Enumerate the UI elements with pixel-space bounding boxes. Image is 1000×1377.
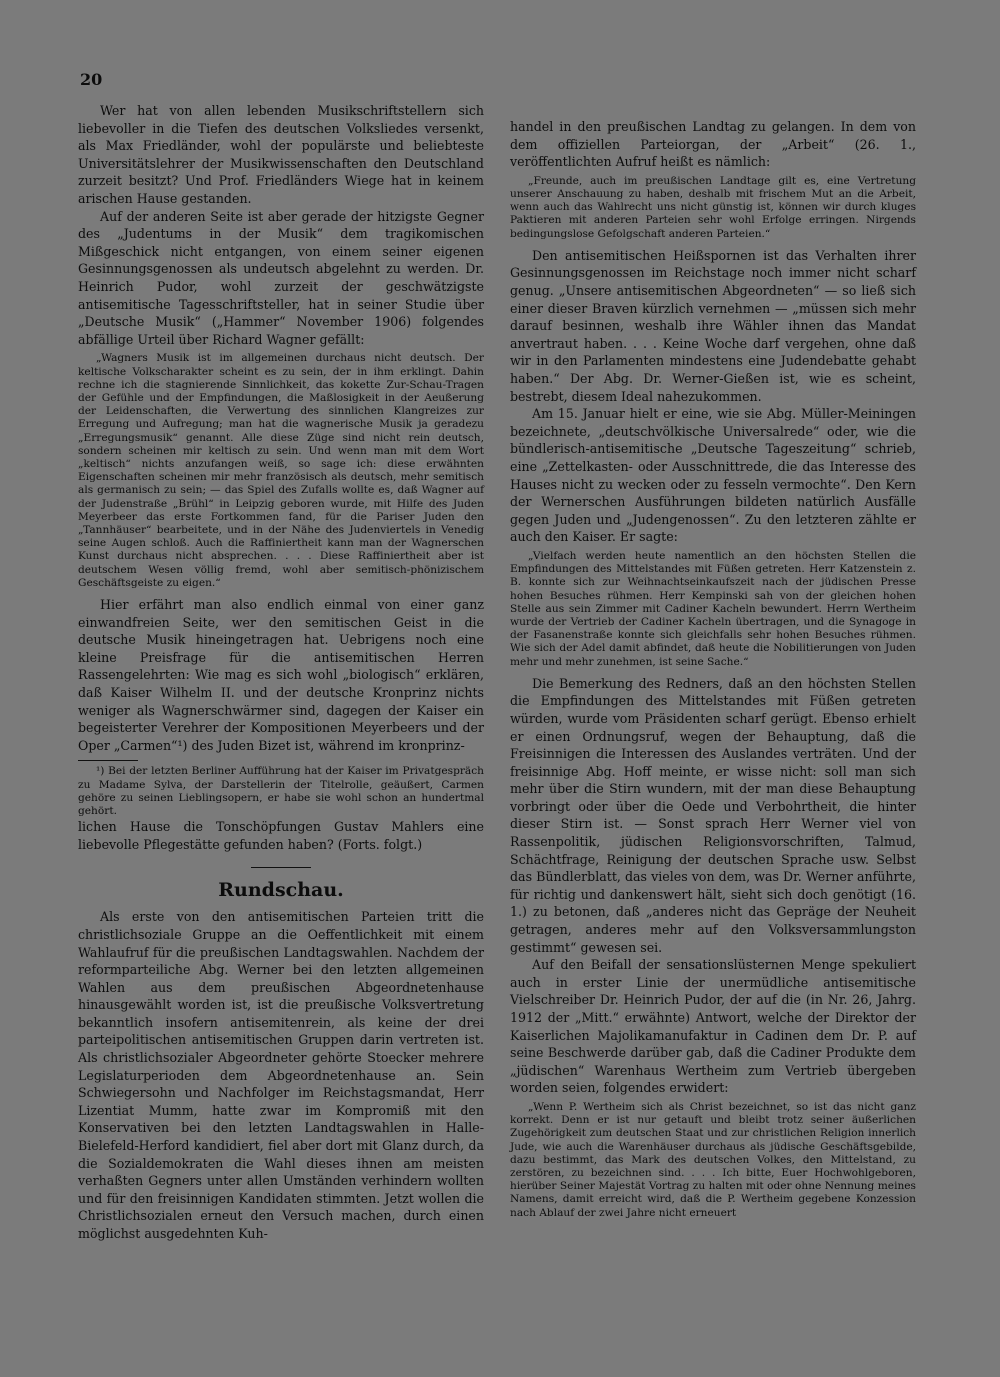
paragraph: Wer hat von allen lebenden Musikschriftstellern sich liebevoller in die Tiefen des deutschen Volksliedes versenkt, als Max Friedländer, wohl der populärste und beliebteste Universitätslehrer der Musikwissenschaften den Deutschland zurzeit besitzt? Und Prof. Friedländers Wiege hat in keinem arischen Hause gestanden. [78, 103, 484, 206]
paragraph: Als erste von den antisemitischen Parteien tritt die christlichsoziale Gruppe an die Oeffentlichkeit mit einem Wahlaufruf für die preußischen Landtagswahlen. Nachdem der reformparteiliche Abg. Werner bei den letzten allgemeinen Wahlen aus dem preußischen Abgeordnetenhause hinausgewählt worden ist, ist die preußische Volksvertretung bekanntlich insofern antisemitenrein, als keine der drei parteipolitischen antisemitischen Gruppen darin vertreten ist. Als christlichsozialer Abgeordneter gehörte Stoecker mehrere Legislaturperioden dem Abgeordnetenhause an. Sein Schwiegersohn und Nachfolger im Reichstagsmandat, Herr Lizentiat Mumm, hatte zwar im Kompromiß mit den Konservativen bei den letzten Landtagswahlen in Halle-Bielefeld-Herford kandidiert, fiel aber dort mit Glanz durch, da die Sozialdemokraten die Wahl dieses ihnen am meisten verhaßten Gegners unter allen Umständen verhindern wollten und für den freisinnigen Kandidaten stimmten. Jetzt wollen die Christlichsozialen erneut den Versuch machen, durch einen möglichst ausgedehnten Kuh- [78, 909, 484, 1241]
paragraph: handel in den preußischen Landtag zu gelangen. In dem von dem offiziellen Parteiorgan, der „Arbeit“ (26. 1., veröffentlichten Aufruf heißt es nämlich: [510, 119, 916, 170]
block-quote: „Wenn P. Wertheim sich als Christ bezeichnet, so ist das nicht ganz korrekt. Denn er ist nur getauft und bleibt trotz seiner äußerlichen Zugehörigkeit zum deutschen Staat und zur christlichen Religion innerlich Jude, wie auch die Warenhäuser durchaus als jüdische Geschäftsgebilde, dazu bestimmt, das Mark des deutschen Volkes, den Mittelstand, zu zerstören, zu bezeichnen sind. . . . Ich bitte, Euer Hochwohlgeboren, hierüber Seiner Majestät Vortrag zu halten mit oder ohne Nennung meines Namens, damit erreicht wird, daß die P. Wertheim gegebene Konzession nach Ablauf der zwei Jahre nicht erneuert [510, 1100, 916, 1219]
footnote-rule [78, 760, 138, 761]
page-number: 20 [80, 70, 103, 89]
paragraph: lichen Hause die Tonschöpfungen Gustav Mahlers eine liebevolle Pflegestätte gefunden haben? (Forts. folgt.) [78, 819, 484, 852]
footnote: ¹) Bei der letzten Berliner Aufführung hat der Kaiser im Privatgespräch zu Madame Sylva, der Darstellerin der Titelrolle, geäußert, Carmen gehöre zu seinen Lieblingsopern, er habe sie wohl schon an hundertmal gehört. [78, 765, 484, 817]
block-quote: „Freunde, auch im preußischen Landtage gilt es, eine Vertretung unserer Anschauung zu haben, deshalb mit frischem Mut an die Arbeit, wenn auch das Wahlrecht uns nicht günstig ist, können wir durch kluges Paktieren mit anderen Parteien sehr wohl Erfolge erringen. Nirgends bedingungslose Gefolgschaft anderen Parteien.“ [510, 174, 916, 240]
paragraph: Den antisemitischen Heißspornen ist das Verhalten ihrer Gesinnungsgenossen im Reichstage noch immer nicht scharf genug. „Unsere antisemitischen Abgeordneten“ — so ließ sich einer dieser Braven kürzlich vernehmen — „müssen sich mehr darauf besinnen, weshalb ihre Wähler ihnen das Mandat anvertraut haben. . . . Keine Woche darf vergehen, ohne daß wir in den Parlamenten mindestens eine Judendebatte gehabt haben.“ Der Abg. Dr. Werner-Gießen ist, wie es scheint, bestrebt, diesem Ideal nahezukommen. [510, 247, 916, 404]
left-column [78, 102, 484, 1243]
section-title: Rundschau. [218, 879, 344, 902]
block-quote: „Wagners Musik ist im allgemeinen durchaus nicht deutsch. Der keltische Volkscharakter scheint es zu sein, der in ihm erklingt. Dahin rechne ich die stagnierende Sinnlichkeit, das kokette Zur-Schau-Tragen der Gefühle und der Empfindungen, die Maßlosigkeit in der Aeußerung der Leidenschaften, die Verwertung des sinnlichen Klangreizes zur Erregung und Aufregung; man hat die wagnerische Musik ja geradezu „Erregungsmusik“ genannt. Alle diese Züge sind nicht rein deutsch, sondern scheinen mir keltisch zu sein. Und wenn man mit dem Wort „keltisch“ nichts anzufangen weiß, so sage ich: diese erwähnten Eigenschaften scheinen mir mehr französisch als deutsch, mehr semitisch als germanisch zu sein; — das Spiel des Zufalls wollte es, daß Wagner auf der Judenstraße „Brühl“ in Leipzig geboren wurde, mit Hilfe des Juden Meyerbeer das erste Fortkommen fand, für die Pariser Juden den „Tannhäuser“ bearbeitete, und in der Nähe des Judenviertels in Venedig seine Augen schloß. Auch die Raffiniertheit kann man der Wagnerschen Kunst durchaus nicht absprechen. . . . Diese Raffiniertheit aber ist deutschem Wesen völlig fremd, wohl aber semitisch-phönizischem Geschäftsgeiste zu eigen.“ [78, 352, 484, 589]
section-divider [251, 867, 311, 868]
paragraph: Auf der anderen Seite ist aber gerade der hitzigste Gegner des „Judentums in der Musik“ dem tragikomischen Mißgeschick nicht entgangen, von einem seiner eigenen Gesinnungsgenossen als undeutsch abgelehnt zu werden. Dr. Heinrich Pudor, wohl zurzeit der geschwätzigste antisemitische Tagesschriftsteller, hat in seiner Studie über „Deutsche Musik“ („Hammer“ November 1906) folgendes abfällige Urteil über Richard Wagner gefällt: [78, 208, 484, 347]
paragraph: Am 15. Januar hielt er eine, wie sie Abg. Müller-Meiningen bezeichnete, „deutschvölkische Universalrede“ oder, wie die bündlerisch-antisemitische „Deutsche Tageszeitung“ schrieb, eine „Zettelkasten- oder Ausschnittrede, die das Interesse des Hauses nicht zu wecken oder zu fesseln vermochte“. Den Kern der Wernerschen Ausführungen bildeten natürlich Ausfälle gegen Juden und „Judengenossen“. Zu den letzteren zählte er auch den Kaiser. Er sagte: [510, 406, 916, 545]
paragraph: Die Bemerkung des Redners, daß an den höchsten Stellen die Empfindungen des Mittelstandes mit Füßen getreten würden, wurde vom Präsidenten scharf gerügt. Ebenso erhielt er einen Ordnungsruf, wegen der Behauptung, daß die Freisinnigen die Interessen des Auslandes verträten. Und der freisinnige Abg. Hoff meinte, er wisse nicht: soll man sich mehr über die Stirn wundern, mit der man diese Behauptung vorbringt oder über die Oede und Verbohrtheit, die hinter dieser Stirn ist. — Sonst sprach Herr Werner viel von Rassenpolitik, jüdischen Religionsvorschriften, Talmud, Schächtfrage, Reinigung der deutschen Sprache usw. Selbst das Bündlerblatt, das vieles von dem, was Dr. Werner anführte, für richtig und dankenswert hält, sieht sich doch genötigt (16. 1.) zu betonen, daß „anderes nicht das Gepräge der Neuheit getragen, anderes mehr auf den Volksversammlungston gestimmt“ gewesen sei. [510, 675, 916, 955]
block-quote: „Vielfach werden heute namentlich an den höchsten Stellen die Empfindungen des Mittelstandes mit Füßen getreten. Herr Katzenstein z. B. konnte sich zur Weihnachtseinkaufszeit nach der jüdischen Presse hohen Besuches rühmen. Herr Kempinski sah von der gleichen hohen Stelle aus sein Zimmer mit Cadiner Kacheln bewundert. Herrn Wertheim wurde der Vertrieb der Cadiner Kacheln übertragen, und die Synagoge in der Fasanenstraße konnte sich gleichfalls sehr hohen Besuches rühmen. Wie sich der Adel damit abfindet, daß heute die Nobilitierungen von Juden mehr und mehr zunehmen, ist seine Sache.“ [510, 549, 916, 668]
paragraph: Hier erfährt man also endlich einmal von einer ganz einwandfreien Seite, wer den semitischen Geist in die deutsche Musik hineingetragen hat. Uebrigens noch eine kleine Preisfrage für die antisemitischen Herren Rassengelehrten: Wie mag es sich wohl „biologisch“ erklären, daß Kaiser Wilhelm II. und der deutsche Kronprinz nichts weniger als Wagnerschwärmer sind, dagegen der Kaiser ein begeisterter Verehrer der Kompositionen Meyerbeers und der Oper „Carmen“¹) des Juden Bizet ist, während im kronprinz- [78, 596, 484, 753]
paragraph: Auf den Beifall der sensationslüsternen Menge spekuliert auch in erster Linie der unermüdliche antisemitische Vielschreiber Dr. Heinrich Pudor, der auf die (in Nr. 26, Jahrg. 1912 der „Mitt.“ erwähnte) Antwort, welche der Direktor der Kaiserlichen Majolikamanufaktur in Cadinen dem Dr. P. auf seine Beschwerde darüber gab, daß die Cadiner Produkte dem „jüdischen“ Warenhaus Wertheim zum Vertrieb übergeben worden seien, folgendes erwidert: [510, 957, 916, 1096]
right-column [510, 118, 916, 1226]
